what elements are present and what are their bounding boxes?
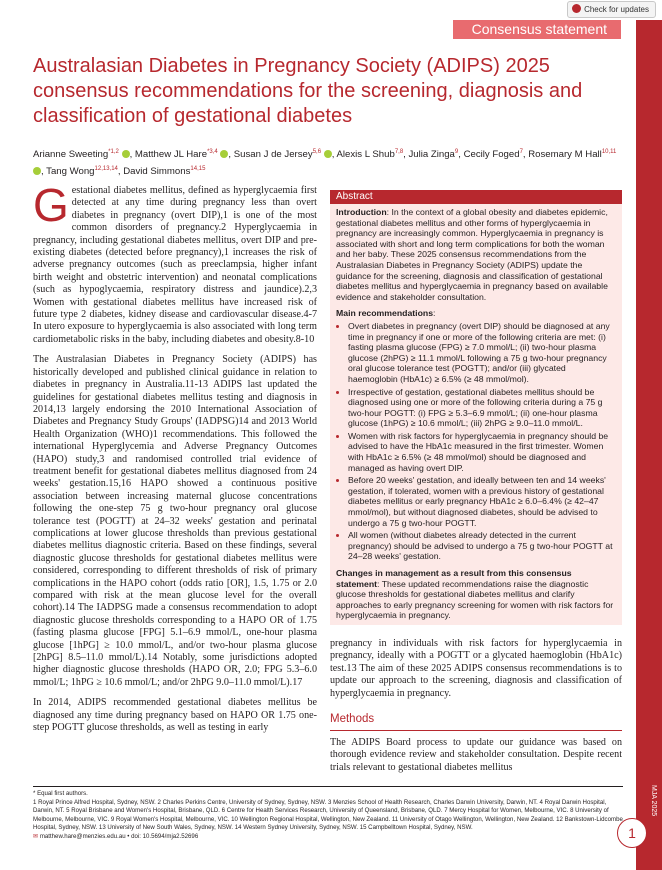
orcid-icon[interactable] bbox=[33, 167, 41, 175]
left-p3: In 2014, ADIPS recommended gestational diabetes mellitus be diagnosed any time during pregnancy based on HAPO OR 1.75 one-step POGTT glucose thresholds, as well as testing in early bbox=[33, 697, 317, 734]
recommendation-item: • Irrespective of gestation, gestational diabetes mellitus should be diagnosed using one or more of the following criteria during a 75 g two-hour POGTT: (i) FPG ≥ 5.3–6.9 mmol/L; (ii) one-hour plasma glucose (1hPG) ≥ 10.6 mmol/L; (iii) 2hPG ≥ 9.0–11.0 mmol/L. bbox=[348, 387, 616, 429]
contact-link[interactable]: matthew.hare@menzies.edu.au • doi: 10.5694/mja2.52696 bbox=[39, 832, 199, 840]
side-bar bbox=[636, 20, 662, 870]
footnote-divider bbox=[33, 786, 623, 787]
main-recs-heading bbox=[336, 308, 616, 319]
footnote-affiliations: 1 Royal Prince Alfred Hospital, Sydney, NSW. 2 Charles Perkins Centre, University of Sydney, Sydney, NSW. 3 Menzies School of Health Research, Charles Darwin University, Darwin, NT. 4 Royal Darwin Hospital, Darwin, NT. 5 Royal Brisbane and Women's Hospital, Brisbane, QLD. 6 Centre for Health Services Research, University of Queensland, Brisbane, QLD. 7 Mercy Hospital for Women, Melbourne, VIC. 8 University of Melbourne, Melbourne, VIC. 9 Royal Women's Hospital, Melbourne, VIC. 10 Wellington Regional Hospital, Wellington, New Zealand. 11 University of Otago Wellington, Wellington, New Zealand. 12 Bankstown-Lidcombe Hospital, Sydney, NSW. 13 University of New South Wales, Sydney, NSW. 14 Western Sydney University, Sydney, NSW. 15 Campbelltown Hospital, Sydney, NSW. bbox=[33, 798, 623, 831]
page-number: 1 bbox=[617, 818, 647, 848]
recommendation-list bbox=[336, 321, 616, 562]
check-for-updates-button[interactable] bbox=[567, 1, 656, 18]
methods-rule bbox=[330, 730, 622, 731]
check-for-updates-label: Check for updates bbox=[584, 5, 649, 14]
abstract-intro bbox=[336, 207, 616, 302]
author-list: Arianne Sweeting$^{*1,2}$ , Matthew JL Hare$^{*3,4}$ , Susan J de Jersey$^{5,6}$ , Alexis L Shub$^{7,8}$, Julia Zinga$^9$, Cecily Foged$^7$, Rosemary M Hall$^{10,11}$ , Tang Wong$^{12,13,14}$, David Simmons$^{14,15}$ bbox=[33, 149, 617, 178]
orcid-icon[interactable] bbox=[122, 150, 130, 158]
left-p2: The Australasian Diabetes in Pregnancy Society (ADIPS) has historically developed and published clinical guidance in relation to diabetes in pregnancy in Australia.11-13 ADIPS last updated the guidelines for gestational diabetes mellitus testing and diagnosis in 2014,13 largely endorsing the 2010 International Association of Diabetes and Pregnancy Study Groups' (IADPSG)14 and 2013 World Health Organization (WHO)1 recommendations. This followed the international Hyperglycemia and Adverse Pregnancy Outcomes (HAPO) study,3 and randomised controlled trial evidence of treatment benefit for gestational diabetes mellitus diagnosed from 24 weeks' gestation.15,16 HAPO showed a continuous positive association between increasing maternal glucose concentrations following the one-step 75 g two-hour pregnancy oral glucose tolerance test (POGTT) at 24–32 weeks' gestation and perinatal complications at lower glucose thresholds than previous gestational diabetes mellitus diagnostic criteria. Based on these findings, several diagnostic glucose thresholds for gestational diabetes mellitus were considered, corresponding to different thresholds of risk of primary complications in the HAPO cohort (odds ratio [OR], 1.5, 1.75 or 2.0 compared with risk at the mean glucose level for the overall cohort).14 The IADPSG made a consensus recommendation to adopt diagnostic glucose thresholds corresponding to a HAPO OR of 1.75 (fasting plasma glucose [FPG] 5.1–6.9 mmol/L, one-hour plasma glucose [1hPG] ≥ 10.0 mmol/L, and/or two-hour plasma glucose [2hPG] 8.5–11.0 mmol/L).14 Notably, some jurisdictions adopted higher diagnostic glucose thresholds (HAPO OR, 2.0; FPG 5.3–6.0 mmol/L; 1hPG ≥ 10.6 mmol/L; and/or 2hPG 9.0–11.0 mmol/L).17 bbox=[33, 354, 317, 688]
recommendation-item: • Overt diabetes in pregnancy (overt DIP) should be diagnosed at any time in pregnancy if one or more of the following criteria are met: (i) fasting plasma glucose (FPG) ≥ 7.0 mmol/L; (ii) two-hour plasma glucose (2hPG) ≥ 11.1 mmol/L following a 75 g two-hour pregnancy oral glucose tolerance test (POGTT); and/or (iii) glycated haemoglobin (HbA1c) ≥ 6.5% (≥ 48 mmol/mol). bbox=[348, 321, 616, 385]
section-banner: Consensus statement bbox=[453, 20, 621, 39]
recommendation-item: • Women with risk factors for hyperglycaemia in pregnancy should be advised to have the HbA1c measured in the first trimester. Women with HbA1c ≥ 6.5% (≥ 48 mmol/mol) should be diagnosed and managed as having overt DIP. bbox=[348, 431, 616, 473]
recommendation-item: • All women (without diabetes already detected in the current pregnancy) should be advised to undergo a 75 g two-hour POGTT at 24–28 weeks' gestation. bbox=[348, 530, 616, 562]
orcid-icon[interactable] bbox=[220, 150, 228, 158]
intro-text: : In the context of a global obesity and diabetes epidemic, gestational diabetes mellitus and other forms of hyperglycaemia in pregnancy are increasingly common. Hyperglycaemia in pregnancy is associated with short and long term complications for both the woman and her baby. These 2025 consensus recommendations from the Australasian Diabetes in Pregnancy Society (ADIPS) update the guidance for the screening, diagnosis and classification of gestational diabetes mellitus and hyperglycaemia in pregnancy based on available evidence and stakeholder consultation. bbox=[336, 207, 608, 302]
intro-paragraph bbox=[33, 179, 317, 346]
article-title: Australasian Diabetes in Pregnancy Society (ADIPS) 2025 consensus recommendations for the screening, diagnosis and classification of gestational diabetes bbox=[33, 55, 583, 127]
changes-paragraph bbox=[336, 568, 616, 621]
left-p1: estational diabetes mellitus, defined as hyperglycaemia first detected at any time during pregnancy less than overt diabetes in pregnancy (overt DIP),1 is one of the most common disorders of pregnancy.2 Hyperglycaemia in pregnancy, including gestational diabetes mellitus, overt DIP and pre-existing diabetes (detected before pregnancy),1 increases the risk of adverse pregnancy outcomes (such as preeclampsia, higher infant birth weight and obstetric intervention) and neonatal complications (such as hypoglycaemia, respiratory distress and jaundice).2,3 Women with gestational diabetes mellitus have increased risk of future type 2 diabetes, kidney disease and cardiovascular disease.4-7 In utero exposure to hyperglycaemia is also associated with long term cardiometabolic risks in the baby, including diabetes and obesity.8-10 bbox=[33, 185, 317, 345]
abstract-heading: Abstract bbox=[330, 190, 622, 204]
main-recs-label: Main recommendations bbox=[336, 308, 434, 319]
intro-label: Introduction bbox=[336, 207, 387, 217]
email-icon: ✉ bbox=[33, 832, 40, 840]
methods-paragraph: The ADIPS Board process to update our guidance was based on thorough evidence review and stakeholder consultation. Despite recent trials relevant to gestational diabetes mellitus bbox=[330, 737, 622, 773]
drop-cap: G bbox=[33, 179, 69, 231]
changes-label: Changes in management as a result from this consensus statement bbox=[336, 568, 572, 589]
left-column bbox=[33, 179, 317, 742]
right-p1: pregnancy in individuals with risk factors for hyperglycaemia in pregnancy, ideally with a POGTT or a glycated haemoglobin (HbA1c) test.13 The aim of these 2025 ADIPS consensus recommendations is to update our approach to the screening, diagnosis and classification of hyperglycaemia in pregnancy. bbox=[330, 638, 622, 699]
recommendation-item: • Before 20 weeks' gestation, and ideally between ten and 14 weeks' gestation, if tolerated, women with a previous history of gestational diabetes mellitus or early pregnancy HbA1c ≥ 6.0–6.4% (≥ 42–47 mmol/mol), but without diagnosed diabetes, should be advised to undergo a 75 g two-hour POGTT. bbox=[348, 475, 616, 528]
top-bar bbox=[0, 0, 662, 18]
changes-text: : These updated recommendations raise the diagnostic glucose thresholds for gestational diabetes mellitus and clarify approaches to early pregnancy screening for women with risk factors for hyperglycaemia in pregnancy. bbox=[336, 578, 614, 621]
main-recs-colon: : bbox=[433, 308, 436, 319]
update-icon bbox=[572, 4, 581, 13]
orcid-icon[interactable] bbox=[324, 150, 332, 158]
journal-side-label: MJA 2025 bbox=[650, 785, 657, 817]
footnotes bbox=[33, 790, 623, 841]
footnote-contact bbox=[33, 833, 623, 842]
methods-heading: Methods bbox=[330, 713, 375, 725]
right-column bbox=[330, 638, 622, 700]
footnote-equal: * Equal first authors. bbox=[33, 790, 88, 797]
abstract-box bbox=[330, 190, 622, 625]
